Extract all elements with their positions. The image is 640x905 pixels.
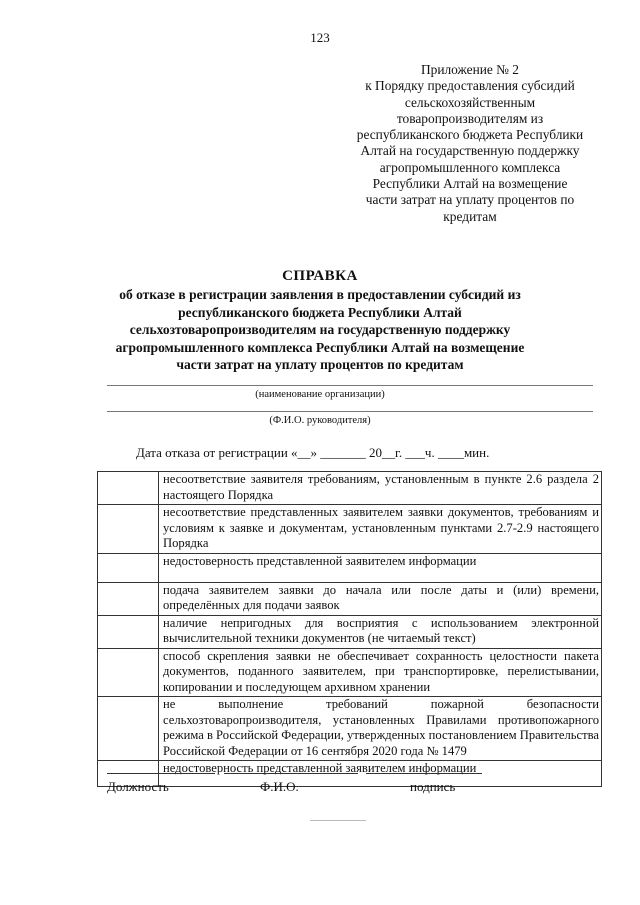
appendix-block — [334, 62, 606, 225]
subtitle-line: части затрат на уплату процентов по кредитам — [176, 357, 464, 373]
subtitle-line: агропромышленного комплекса Республики Алтай на возмещение — [115, 339, 525, 355]
reason-mark-cell[interactable] — [98, 472, 159, 505]
head-name-field[interactable] — [107, 411, 593, 412]
reason-text: недостоверность представленной заявителем информации — [159, 553, 602, 582]
reason-text: подача заявителем заявки до начала или после даты и (или) времени, определённых для подачи заявок — [159, 582, 602, 615]
page-number: 123 — [310, 30, 330, 45]
table-row — [98, 697, 602, 761]
appendix-line: товаропроизводителям из — [396, 110, 544, 126]
reason-mark-cell[interactable] — [98, 615, 159, 648]
head-name-caption: (Ф.И.О. руководителя) — [269, 415, 371, 426]
signature-label: подпись — [410, 779, 456, 794]
reason-mark-cell[interactable] — [98, 582, 159, 615]
reason-mark-cell[interactable] — [98, 505, 159, 554]
reason-mark-cell[interactable] — [98, 697, 159, 761]
table-row — [98, 648, 602, 697]
subtitle-line: сельхозтоваропроизводителям на государственную поддержку — [129, 322, 511, 338]
subtitle-line: республиканского бюджета Республики Алтай — [178, 304, 462, 320]
reason-text: недостоверность представленной заявителем информации — [159, 761, 602, 787]
appendix-line: к Порядку предоставления субсидий — [365, 78, 575, 94]
reason-mark-cell[interactable] — [98, 648, 159, 697]
appendix-line: агропромышленного комплекса — [379, 159, 561, 175]
document-subtitle — [105, 286, 535, 374]
position-label: Должность — [107, 779, 169, 794]
appendix-line: кредитам — [443, 208, 497, 224]
name-signature-field[interactable] — [224, 773, 358, 774]
table-row — [98, 553, 602, 582]
reason-text: способ скрепления заявки не обеспечивает сохранность целостности пакета документов, поданного заявителем, при транспортировке, перелистывании, копировании и последующем архивном хранении — [159, 648, 602, 697]
refusal-reasons-table — [97, 471, 602, 787]
signature-field[interactable] — [366, 773, 482, 774]
appendix-line: Республики Алтай на возмещение — [372, 176, 568, 192]
reason-mark-cell[interactable] — [98, 553, 159, 582]
reason-text: несоответствие заявителя требованиям, установленным в пункте 2.6 раздела 2 настоящего Порядка — [159, 472, 602, 505]
table-row — [98, 472, 602, 505]
organization-name-field[interactable] — [107, 385, 593, 386]
appendix-line: сельскохозяйственным — [404, 94, 536, 110]
reason-text: несоответствие представленных заявителем заявки документов, требованиям и условиям к заявке и документам, установленным пунктами 2.7-2.9 настоящего Порядка — [159, 505, 602, 554]
subtitle-line: об отказе в регистрации заявления в предоставлении субсидий из — [119, 287, 521, 302]
full-name-label: Ф.И.О. — [260, 779, 299, 794]
position-signature-field[interactable] — [107, 773, 215, 774]
appendix-line: Алтай на государственную поддержку — [360, 143, 580, 159]
table-row — [98, 505, 602, 554]
table-row — [98, 615, 602, 648]
appendix-line: части затрат на уплату процентов по — [365, 192, 575, 208]
refusal-date-line: Дата отказа от регистрации «__» _______ 20__г. ___ч. ____мин. — [136, 445, 490, 460]
document-title: СПРАВКА — [282, 268, 358, 284]
appendix-line: республиканского бюджета Республики — [356, 127, 584, 143]
table-row — [98, 582, 602, 615]
appendix-line: Приложение № 2 — [420, 62, 520, 77]
reason-text: наличие непригодных для восприятия с использованием электронной вычислительной техники документов (не читаемый текст) — [159, 615, 602, 648]
reason-text: не выполнение требований пожарной безопасности сельхозтоваропроизводителя, установленных Правилами противопожарного режима в Российской Федерации, утвержденных постановлением Правительства Российской Федерации от 16 сентября 2020 года № 1479 — [159, 697, 602, 761]
organization-name-caption: (наименование организации) — [255, 389, 385, 400]
footer-divider — [310, 820, 366, 821]
